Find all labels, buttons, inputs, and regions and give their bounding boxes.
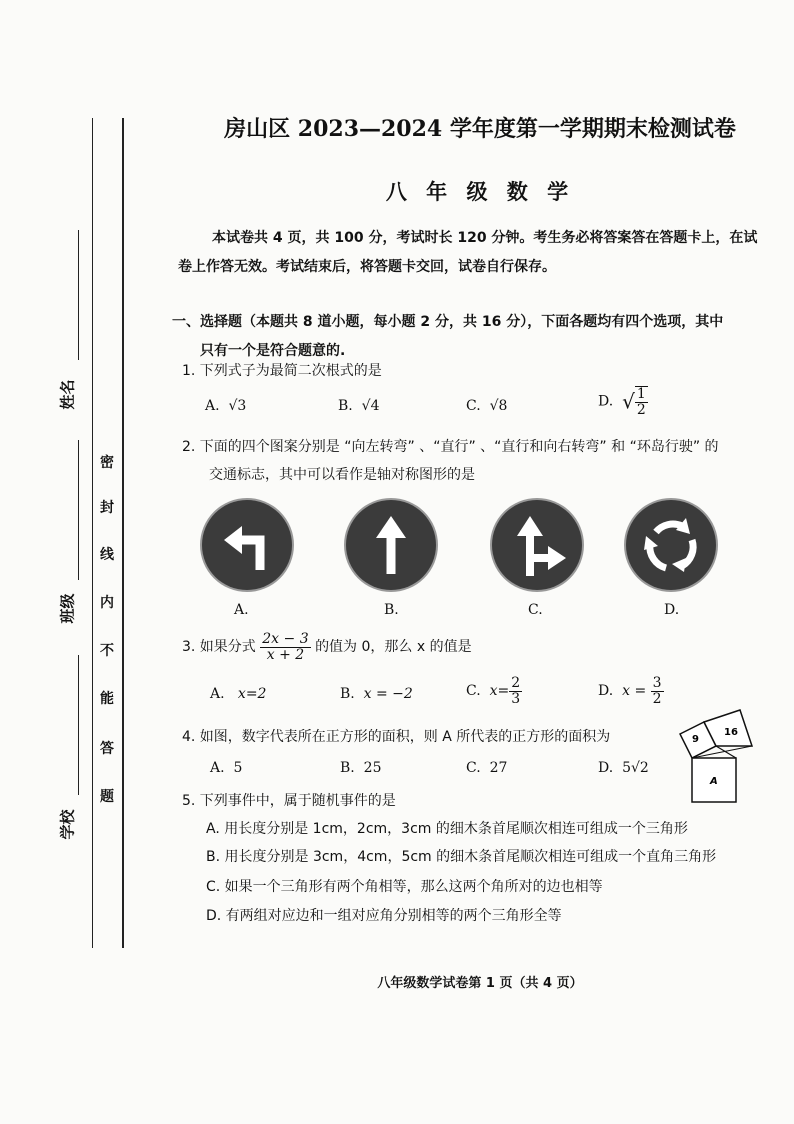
turn-left-sign (202, 500, 292, 590)
exam-intro: 本试卷共 4 页，共 100 分，考试时长 120 分钟。考生务必将答案答在答题卡上，在试卷上作答无效。考试结束后，将答题卡交回，试卷自行保存。 (178, 230, 758, 275)
q2-label-a: A. (234, 602, 249, 618)
seal-char: 能 (100, 691, 114, 707)
q3-b-label: B. (340, 686, 355, 702)
q1-b-label: B. (338, 398, 353, 414)
class-label: 班级 (58, 593, 77, 624)
q3-d-prefix: x = (622, 683, 651, 700)
q3-d-label: D. (598, 683, 614, 700)
q5-option-b: B. 用长度分别是 3cm，4cm，5cm 的细木条首尾顺次相连可组成一个直角三角形 (206, 849, 717, 865)
q3-a-value: x=2 (237, 686, 267, 702)
roundabout-arrows-icon (626, 500, 716, 590)
q1-a-label: A. (205, 398, 220, 414)
q3-d-den: 2 (652, 690, 662, 707)
q1-c-value: √8 (489, 398, 508, 414)
q2-stem: 2. 下面的四个图案分别是 “向左转弯” 、“直行” 、“直行和向右转弯” 和 “环岛行驶” 的 (182, 439, 719, 455)
q4-c-label: C. (466, 760, 481, 776)
seal-char: 密 (100, 455, 114, 471)
binding-line-inner (122, 118, 124, 948)
q4-option-b (340, 760, 381, 776)
q3-stem (182, 632, 472, 662)
seal-char: 内 (100, 595, 114, 611)
q2-stem-line2: 交通标志，其中可以看作是轴对称图形的是 (209, 467, 475, 483)
exam-title: 房山区 2023—2024 学年度第一学期期末检测试卷 (224, 116, 736, 142)
q3-option-c (466, 676, 522, 706)
pythagoras-squares-figure (670, 708, 770, 808)
q4-d-label: D. (598, 760, 614, 776)
section-1-heading-line2: 只有一个是符合题意的. (200, 343, 346, 359)
school-label: 学校 (58, 809, 77, 840)
q3-option-d (598, 676, 664, 706)
seal-char: 不 (100, 643, 114, 659)
q1-option-b (338, 398, 379, 414)
q5-stem: 5. 下列事件中，属于随机事件的是 (182, 793, 396, 809)
seal-char: 题 (100, 789, 114, 805)
seal-char: 封 (100, 500, 114, 516)
section-1-heading-line1: 一、选择题（本题共 8 道小题，每小题 2 分，共 16 分），下面各题均有四个选项，其中 (172, 314, 724, 330)
q4-c-value: 27 (489, 760, 508, 776)
q5-option-a: A. 用长度分别是 1cm，2cm，3cm 的细木条首尾顺次相连可组成一个三角形 (206, 821, 688, 837)
q1-option-c (466, 398, 507, 414)
q1-option-a (205, 398, 246, 414)
q5-option-d: D. 有两组对应边和一组对应角分别相等的两个三角形全等 (206, 908, 562, 924)
q3-c-den: 3 (511, 690, 521, 707)
seal-char: 答 (100, 741, 114, 757)
straight-sign (346, 500, 436, 590)
q4-a-value: 5 (233, 760, 243, 776)
q4-option-d (598, 760, 649, 776)
class-blank (78, 440, 79, 580)
q1-a-value: √3 (228, 398, 247, 414)
q3-c-num: 2 (511, 675, 521, 691)
school-blank (78, 655, 79, 795)
square-16-label: 16 (724, 727, 738, 738)
q1-d-num: 1 (636, 386, 646, 402)
q3-stem-post: 的值为 0，那么 x 的值是 (315, 639, 472, 656)
q1-d-den: 2 (636, 401, 646, 418)
q1-d-label: D. (598, 393, 614, 410)
q3-d-num: 3 (652, 675, 662, 691)
section-1-heading (172, 308, 762, 366)
q3-fraction-den: x + 2 (266, 646, 305, 663)
q1-b-value: √4 (361, 398, 380, 414)
q3-option-a (210, 686, 266, 702)
straight-right-sign (492, 500, 582, 590)
exam-subject: 八 年 级 数 学 (385, 179, 575, 204)
q3-stem-pre: 3. 如果分式 (182, 639, 256, 656)
q3-c-prefix: x= (489, 683, 510, 700)
q4-stem: 4. 如图，数字代表所在正方形的面积，则 A 所代表的正方形的面积为 (182, 729, 611, 745)
square-a-label: A (710, 776, 718, 787)
q4-option-a (210, 760, 242, 776)
q3-a-label: A. (210, 686, 225, 702)
binding-line-outer (92, 118, 93, 948)
q4-a-label: A. (210, 760, 225, 776)
turn-left-arrow-icon (202, 500, 292, 590)
seal-char: 线 (100, 547, 114, 563)
q1-c-label: C. (466, 398, 481, 414)
name-label: 姓名 (58, 379, 77, 410)
roundabout-sign (626, 500, 716, 590)
q2-label-c: C. (528, 602, 543, 618)
q3-fraction-num: 2x − 3 (262, 631, 309, 647)
q4-b-value: 25 (363, 760, 382, 776)
q1-option-d: D. √ $\frac{1}{2}$ (598, 386, 646, 418)
straight-right-arrow-icon (492, 500, 582, 590)
q2-label-d: D. (664, 602, 680, 618)
q3-c-label: C. (466, 683, 481, 700)
q5-option-c: C. 如果一个三角形有两个角相等，那么这两个角所对的边也相等 (206, 879, 603, 895)
q4-b-label: B. (340, 760, 355, 776)
square-9-label: 9 (692, 734, 699, 745)
q3-b-value: x = −2 (363, 686, 413, 702)
q2-label-b: B. (384, 602, 399, 618)
q3-option-b (340, 686, 413, 702)
q1-stem: 1. 下列式子为最简二次根式的是 (182, 363, 382, 379)
q4-d-value: 5√2 (622, 760, 649, 776)
page-footer: 八年级数学试卷第 1 页（共 4 页） (377, 976, 583, 991)
straight-arrow-icon (346, 500, 436, 590)
name-blank (78, 230, 79, 360)
q4-option-c (466, 760, 507, 776)
